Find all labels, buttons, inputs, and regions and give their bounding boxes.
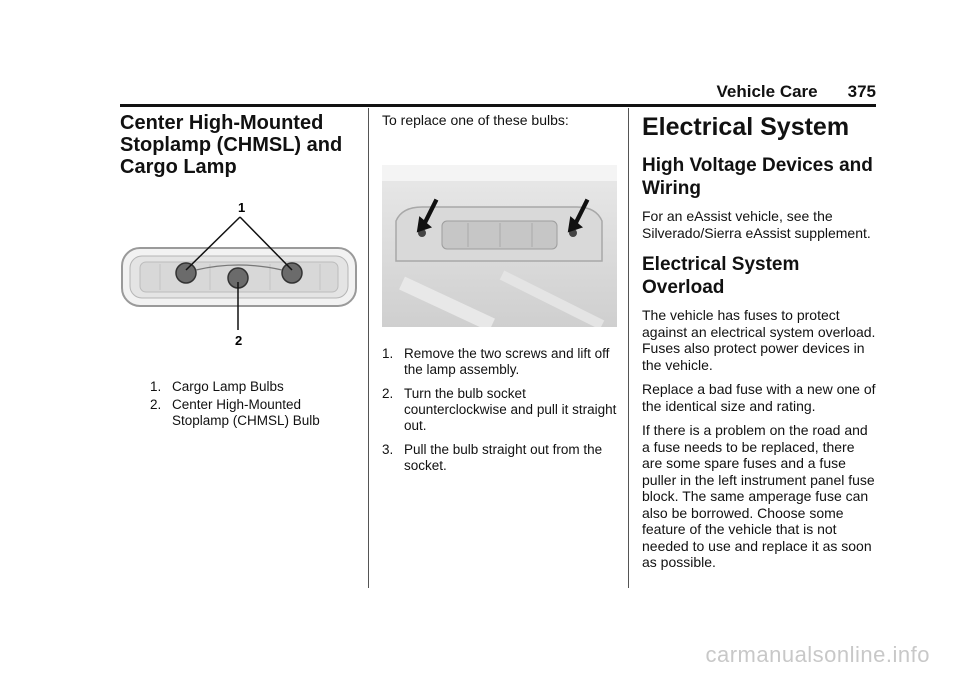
step-item: 1. Remove the two screws and lift off the lamp assembly. (382, 345, 610, 377)
section-heading: Center High-Mounted Stoplamp (CHMSL) and Cargo Lamp (120, 112, 343, 178)
chmsl-lamp-illustration (120, 200, 360, 350)
paragraph: If there is a problem on the road and a fuse needs to be replaced, there are some spare fuses and a fuse puller in the left instrument panel fuse block. The same amperage fuse can also be borrowed. Choose some feature of the vehicle that is not needed to use and replace it as soon as possible. (642, 422, 875, 570)
callout-1-label: 1 (238, 200, 246, 215)
column-2 (382, 108, 617, 482)
subheading-overload: Electrical System Overload (642, 254, 800, 298)
steps-list (382, 346, 617, 474)
watermark: carmanualsonline.info (705, 642, 930, 667)
figure-captions (150, 379, 360, 429)
section-title: Vehicle Care (716, 82, 818, 101)
subheading-high-voltage: High Voltage Devices and Wiring (642, 155, 873, 199)
page-number: 375 (847, 82, 876, 101)
column-1 (120, 108, 360, 431)
high-voltage-text: For an eAssist vehicle, see the Silverado/Sierra eAssist supplement. (642, 208, 871, 241)
caption-item: 1. Cargo Lamp Bulbs (150, 379, 284, 394)
step-item: 3. Pull the bulb straight out from the socket. (382, 441, 603, 473)
chapter-title: Electrical System (642, 113, 850, 141)
column-divider (628, 108, 629, 588)
column-divider (368, 108, 369, 588)
paragraph: Replace a bad fuse with a new one of the identical size and rating. (642, 381, 876, 414)
step-item: 2. Turn the bulb socket counterclockwise and pull it straight out. (382, 385, 617, 433)
header-rule (120, 104, 876, 107)
caption-item: 2. Center High-Mounted Stoplamp (CHMSL) Bulb (150, 397, 320, 428)
callout-2-label: 2 (235, 333, 243, 348)
paragraph: The vehicle has fuses to protect against an electrical system overload. Fuses also protect power devices in the vehicle. (642, 307, 876, 373)
page-header (120, 82, 876, 102)
lamp-screws-photo (382, 165, 617, 327)
column-3 (642, 108, 877, 579)
intro-text: To replace one of these bulbs: (382, 112, 569, 128)
